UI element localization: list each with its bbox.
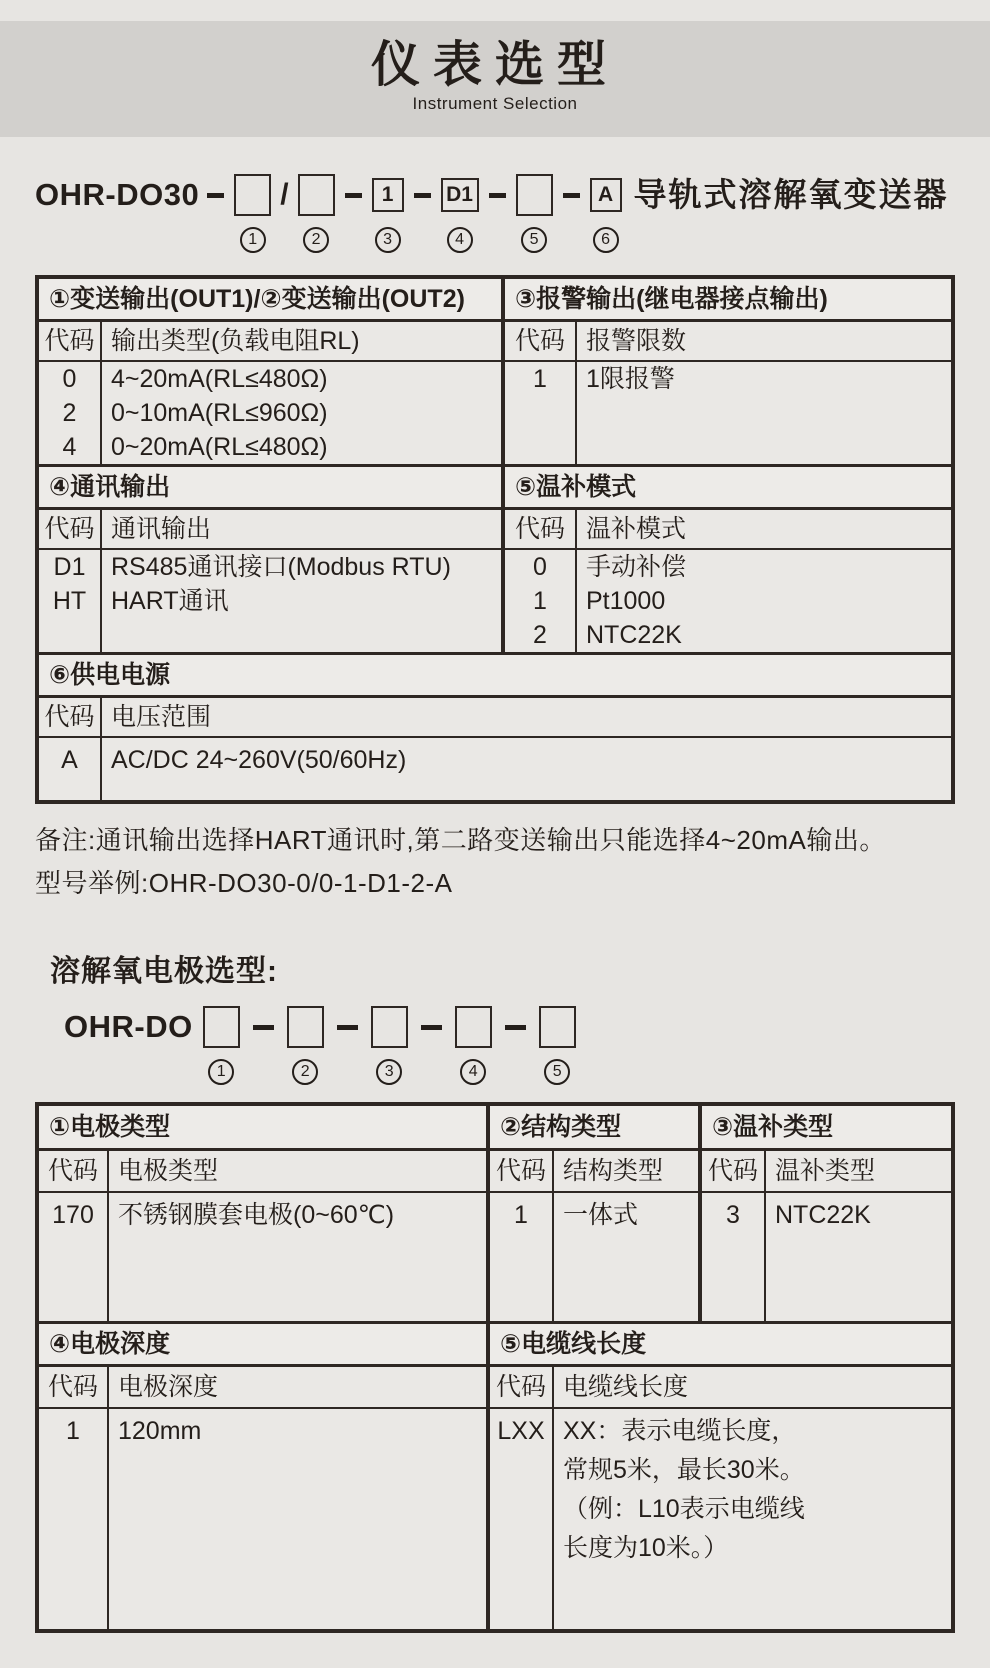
slash-separator: /	[280, 178, 289, 211]
table-cell-code: A	[61, 746, 78, 774]
pointer-1-circle: 1	[208, 1059, 234, 1085]
model-box-5-wrap	[516, 172, 553, 253]
remark-note: 备注:通讯输出选择HART通讯时,第二路变送输出只能选择4~20mA输出。	[35, 825, 886, 855]
column-header-code: 代码	[505, 322, 577, 360]
table-cell-code: 2	[62, 399, 77, 427]
table-cell-desc: AC/DC 24~260V(50/60Hz)	[111, 746, 407, 774]
table-cell-desc: 一体式	[563, 1201, 639, 1229]
table-block-electrode-type	[39, 1106, 951, 1324]
table-cell-desc: 0~20mA(RL≤480Ω)	[111, 433, 328, 461]
table-cell-code: LXX	[497, 1417, 545, 1445]
pointer-3-circle: 3	[375, 227, 401, 253]
section-temp	[505, 467, 951, 652]
column-header-desc: 温补类型	[775, 1157, 876, 1185]
section-etype-title: ①电极类型	[39, 1106, 486, 1151]
table-cell-desc-line: 长度为10米。）	[563, 1534, 729, 1562]
table-cell-desc: 不锈钢膜套电极(0~60℃)	[118, 1201, 395, 1229]
column-header-code: 代码	[39, 322, 102, 360]
pointer-5-circle: 5	[521, 227, 547, 253]
table-cell-desc: HART通讯	[111, 587, 229, 615]
model-box-3: 1	[372, 178, 404, 212]
column-header-desc: 输出类型(负载电阻RL)	[111, 327, 360, 355]
electrode-box-3-wrap	[371, 1004, 408, 1085]
dash-separator	[421, 1025, 442, 1030]
model-box-5	[516, 174, 553, 216]
pointer-4-circle: 4	[460, 1059, 486, 1085]
model-description: 导轨式溶解氧变送器	[633, 176, 949, 213]
transmitter-selection-table	[35, 275, 955, 804]
pointer-3-circle: 3	[376, 1059, 402, 1085]
page-subtitle: Instrument Selection	[412, 94, 578, 113]
column-header-desc: 电缆线长度	[563, 1373, 689, 1401]
section-alarm	[505, 279, 951, 464]
table-cell-desc: 1限报警	[586, 365, 675, 393]
table-cell-code: HT	[52, 587, 87, 615]
electrode-selection-table	[35, 1102, 955, 1633]
pointer-4-circle: 4	[447, 227, 473, 253]
electrode-box-1-wrap	[203, 1004, 240, 1085]
electrode-box-5	[539, 1006, 576, 1048]
column-header-code: 代码	[490, 1151, 554, 1191]
section-comm-title: ④通讯输出	[39, 467, 501, 510]
table-cell-code: 0	[62, 365, 77, 393]
table-cell-desc: 0~10mA(RL≤960Ω)	[111, 399, 328, 427]
table-cell-desc: NTC22K	[775, 1201, 871, 1229]
section-temp-title: ⑤温补模式	[505, 467, 951, 510]
table-cell-desc-line: 常规5米，最长30米。	[563, 1456, 805, 1484]
electrode-model-code-line	[64, 1004, 578, 1085]
electrode-box-4	[455, 1006, 492, 1048]
model-box-4-wrap	[441, 172, 479, 253]
column-header-code: 代码	[505, 510, 577, 548]
model-prefix: OHR-DO30	[35, 177, 200, 212]
column-header-code: 代码	[39, 1151, 109, 1191]
column-header-code: 代码	[702, 1151, 766, 1191]
pointer-2-circle: 2	[292, 1059, 318, 1085]
table-cell-code: D1	[53, 553, 86, 581]
column-header-desc: 结构类型	[563, 1157, 664, 1185]
table-cell-code: 1	[66, 1417, 80, 1445]
model-box-6: A	[590, 178, 622, 212]
model-box-1-wrap	[234, 172, 271, 253]
column-header-code: 代码	[39, 698, 102, 736]
column-header-desc: 通讯输出	[111, 515, 212, 543]
section-tcomp	[702, 1106, 951, 1321]
table-cell-code: 3	[726, 1201, 740, 1229]
table-cell-desc: 4~20mA(RL≤480Ω)	[111, 365, 328, 393]
section-cable	[490, 1324, 951, 1629]
table-cell-code: 1	[514, 1201, 528, 1229]
section-tcomp-title: ③温补类型	[702, 1106, 951, 1151]
table-cell-desc: NTC22K	[586, 621, 682, 649]
pointer-6-circle: 6	[593, 227, 619, 253]
section-alarm-title: ③报警输出(继电器接点输出)	[505, 279, 951, 322]
column-header-code: 代码	[39, 510, 102, 548]
table-cell-desc: Pt1000	[586, 587, 666, 615]
table-cell-desc: 120mm	[118, 1417, 202, 1445]
model-example: 型号举例:OHR-DO30-0/0-1-D1-2-A	[35, 868, 453, 898]
table-cell-desc-line: （例：L10表示电缆线	[563, 1495, 805, 1523]
column-header-desc: 电极类型	[118, 1157, 219, 1185]
electrode-box-2-wrap	[287, 1004, 324, 1085]
electrode-selection-heading: 溶解氧电极选型:	[50, 955, 278, 988]
table-cell-code: 4	[62, 433, 77, 461]
pointer-2-circle: 2	[303, 227, 329, 253]
section-out	[39, 279, 505, 464]
table-cell-code: 170	[52, 1201, 94, 1229]
table-cell-code: 1	[533, 365, 547, 393]
table-block-depth-cable	[39, 1324, 951, 1629]
column-header-desc: 温补模式	[586, 515, 687, 543]
table-block-comm-temp	[39, 467, 951, 655]
section-power-title: ⑥供电电源	[39, 655, 951, 698]
model-box-1	[234, 174, 271, 216]
section-etype	[39, 1106, 490, 1321]
electrode-box-2	[287, 1006, 324, 1048]
dash-separator	[207, 193, 224, 198]
transmitter-model-code-line	[35, 172, 949, 253]
dash-separator	[414, 193, 431, 198]
pointer-1-circle: 1	[240, 227, 266, 253]
model-box-6-wrap	[590, 172, 622, 253]
section-depth	[39, 1324, 490, 1629]
dash-separator	[337, 1025, 358, 1030]
section-out-title: ①变送输出(OUT1)/②变送输出(OUT2)	[39, 279, 501, 322]
dash-separator	[489, 193, 506, 198]
electrode-box-5-wrap	[539, 1004, 576, 1085]
table-cell-code: 1	[533, 587, 547, 615]
table-cell-desc-line: XX：表示电缆长度，	[563, 1417, 797, 1445]
section-struct	[490, 1106, 702, 1321]
column-header-code: 代码	[39, 1367, 109, 1407]
electrode-box-3	[371, 1006, 408, 1048]
table-block-out-alarm	[39, 279, 951, 467]
column-header-desc: 报警限数	[586, 327, 687, 355]
column-header-desc: 电压范围	[111, 703, 212, 731]
table-block-power	[39, 655, 951, 800]
section-cable-title: ⑤电缆线长度	[490, 1324, 951, 1367]
table-cell-desc: RS485通讯接口(Modbus RTU)	[111, 553, 451, 581]
column-header-code: 代码	[490, 1367, 554, 1407]
table-cell-code: 0	[533, 553, 547, 581]
page-title: 仪表选型	[370, 38, 619, 92]
table-cell-desc: 手动补偿	[586, 553, 687, 581]
section-power	[39, 655, 951, 800]
model-box-3-wrap	[372, 172, 404, 253]
dash-separator	[253, 1025, 274, 1030]
electrode-box-1	[203, 1006, 240, 1048]
dash-separator	[563, 193, 580, 198]
electrode-model-prefix: OHR-DO	[64, 1009, 193, 1044]
dash-separator	[505, 1025, 526, 1030]
title-banner	[0, 21, 990, 137]
section-struct-title: ②结构类型	[490, 1106, 698, 1151]
column-header-desc: 电极深度	[118, 1373, 219, 1401]
model-box-4: D1	[441, 178, 479, 212]
model-box-2-wrap	[298, 172, 335, 253]
electrode-box-4-wrap	[455, 1004, 492, 1085]
model-box-2	[298, 174, 335, 216]
table-cell-code: 2	[533, 621, 547, 649]
dash-separator	[345, 193, 362, 198]
pointer-5-circle: 5	[544, 1059, 570, 1085]
section-depth-title: ④电极深度	[39, 1324, 486, 1367]
section-comm	[39, 467, 505, 652]
